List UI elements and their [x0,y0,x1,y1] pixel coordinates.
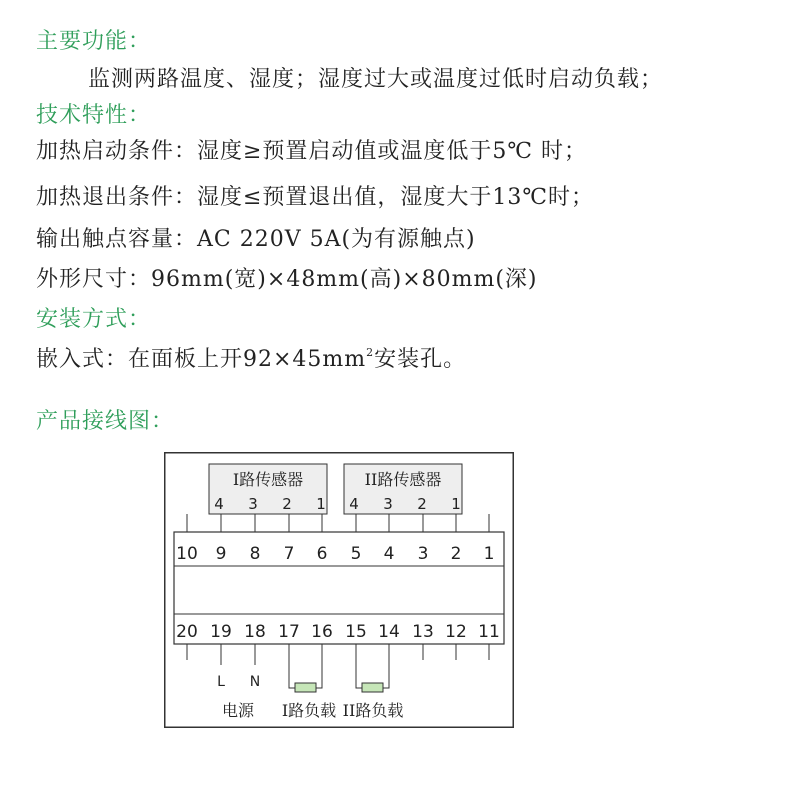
install-text [36,342,466,373]
load-1-loop [289,644,322,688]
label-load-1: I路负载 [281,701,337,720]
install-text-main: 嵌入式：在面板上开92×45mm [36,347,367,372]
terminal-6: 6 [316,544,328,564]
label-load-2: II路负载 [342,701,404,720]
terminal-8: 8 [249,544,261,564]
terminal-17: 17 [278,622,300,642]
label-power: 电源 [221,701,255,720]
sensor-1-pin-3: 3 [248,495,258,513]
terminal-7: 7 [283,544,295,564]
power-pin-l: L [217,674,225,690]
terminal-11: 11 [478,622,500,642]
sensor-2-pin-2: 2 [417,495,427,513]
terminal-5: 5 [350,544,362,564]
terminal-2: 2 [450,544,462,564]
sensor-1-pin-2: 2 [282,495,292,513]
terminal-12: 12 [445,622,467,642]
spec-heating-stop: 加热退出条件：湿度≤预置退出值，湿度大于13℃时； [36,185,595,210]
wiring-diagram [164,452,514,728]
terminal-18: 18 [244,622,266,642]
terminal-4: 4 [383,544,395,564]
terminal-15: 15 [345,622,367,642]
functions-text: 监测两路温度、湿度；湿度过大或温度过低时启动负载； [88,67,664,92]
install-heading: 安装方式： [36,307,152,332]
sensor-2-pin-4: 4 [349,495,359,513]
terminal-10: 10 [176,544,198,564]
sensor-label-2: II路传感器 [364,470,442,489]
terminal-16: 16 [311,622,333,642]
install-text-end: 安装孔。 [374,347,467,372]
terminal-20: 20 [176,622,198,642]
specs-heading: 技术特性： [36,103,152,128]
wiring-heading: 产品接线图： [36,409,175,434]
sensor-2-pin-1: 1 [451,495,461,513]
sensor-1-pin-4: 4 [214,495,224,513]
sensor-label-1: I路传感器 [232,470,304,489]
terminal-13: 13 [412,622,434,642]
spec-dimensions: 外形尺寸：96mm(宽)×48mm(高)×80mm(深) [36,267,538,292]
functions-heading: 主要功能： [36,29,152,54]
sensor-1-pin-1: 1 [316,495,326,513]
spec-output-capacity: 输出触点容量：AC 220V 5A(为有源触点) [36,227,476,252]
load-2-symbol [362,683,383,692]
spec-heating-start: 加热启动条件：湿度≥预置启动值或温度低于5℃ 时； [36,139,588,164]
terminal-19: 19 [210,622,232,642]
power-pin-n: N [249,674,261,690]
terminal-3: 3 [417,544,429,564]
load-2-loop [356,644,389,688]
terminal-1: 1 [483,544,495,564]
install-superscript: 2 [366,346,375,359]
sensor-2-pin-3: 3 [383,495,393,513]
terminal-14: 14 [378,622,400,642]
load-1-symbol [295,683,316,692]
terminal-9: 9 [215,544,227,564]
